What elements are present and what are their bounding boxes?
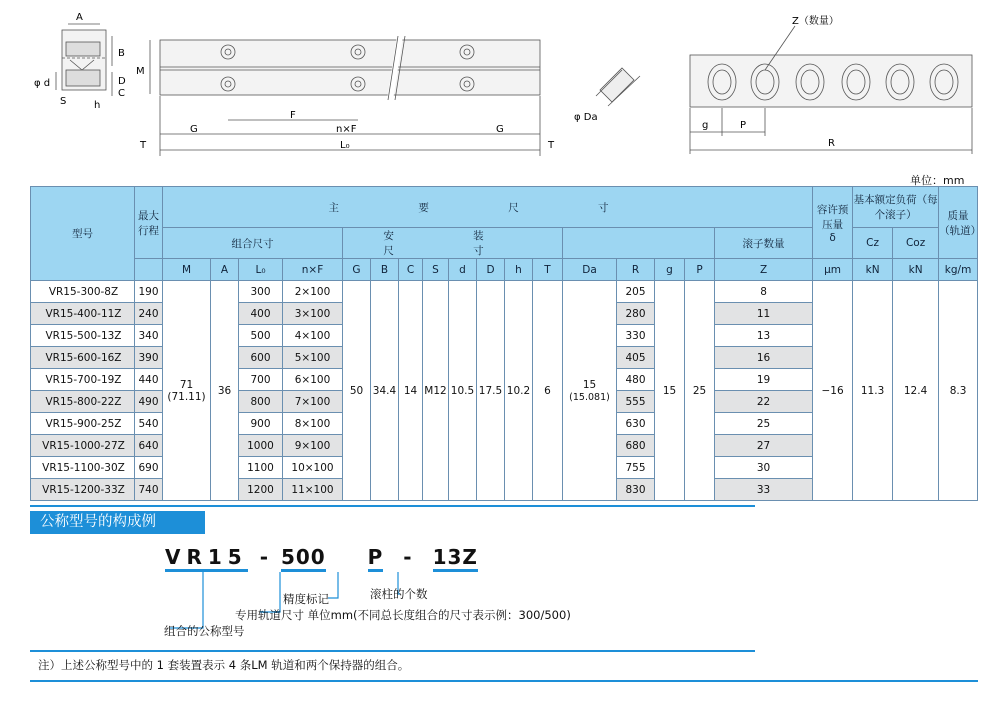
cell-D: 17.5	[477, 281, 505, 501]
code-series: VR15	[165, 545, 248, 572]
h-install: 安 装 尺 寸	[343, 228, 563, 259]
cell-Da: 15 (15.081)	[563, 281, 617, 501]
unit-label: 单位：mm	[910, 174, 965, 187]
cell-stroke: 390	[135, 347, 163, 369]
h-tol: 容许预压量 δ	[813, 187, 853, 259]
cell-L0: 700	[239, 369, 283, 391]
cell-model: VR15-400-11Z	[31, 303, 135, 325]
label-R: R	[828, 138, 835, 149]
rail-top-view	[160, 36, 540, 156]
h-load: 基本额定负荷（每个滚子）	[853, 187, 939, 228]
note-top-line	[30, 650, 755, 652]
h-mass: 质量（轨道）	[939, 187, 978, 259]
label-T-right: T	[548, 140, 555, 151]
cell-B: 34.4	[371, 281, 399, 501]
note-bottom-line	[30, 680, 978, 682]
cell-nF: 7×100	[283, 391, 343, 413]
cell-nF: 10×100	[283, 457, 343, 479]
cell-R: 630	[617, 413, 655, 435]
cell-stroke: 340	[135, 325, 163, 347]
cell-R: 205	[617, 281, 655, 303]
label-F: F	[290, 110, 296, 121]
code-length: 500	[281, 545, 326, 572]
label-Da: φ Da	[574, 112, 598, 123]
cell-model: VR15-600-16Z	[31, 347, 135, 369]
h-roller: 滚子数量	[715, 228, 813, 259]
cell-Cz: 11.3	[853, 281, 893, 501]
code-rollers: 13Z	[433, 545, 478, 572]
cell-d: 10.5	[449, 281, 477, 501]
cell-stroke: 440	[135, 369, 163, 391]
cell-model: VR15-1000-27Z	[31, 435, 135, 457]
cell-P: 25	[685, 281, 715, 501]
cell-L0: 300	[239, 281, 283, 303]
exp-rollers: 滚柱的个数	[370, 587, 428, 601]
cell-Z: 13	[715, 325, 813, 347]
label-D: D	[118, 76, 126, 87]
spec-table: 型号 最大行程 主 要 尺 寸 容许预压量 δ 基本额定负荷（每个滚子） 质量（轨道） 组合尺寸 安 装 尺 寸 滚子数量 Cz Coz M A L₀ n×F G B C S d D h T Da R g P Z μm kN kN kg/m VR15-300-8Z 190 71 (71.11) 36 300 2×100 50 34.4 14 M12 10.5 17.5 10.2 6 15 (15.081) 205 15 25 8 −16 11.3 12.4 8.3 VR15-400-11Z 240 400 3×100 280 11 VR15-500-13Z 340 500 4×100 330 13 VR15-600-16Z 390 600 5×100 405 16 VR15-700-19Z 440 700 6×100 480 19 VR15-800-22Z 490 800 7×100 555 22 VR15-900-25Z 540 900 8×100 630 25 VR15-1000-27Z 640 1000 9×100 680 27 VR15-1100-30Z 690 1100 10×100 755 30 VR15-1200-33Z 740 1200 11×100 830 33	[30, 186, 978, 501]
cell-model: VR15-1100-30Z	[31, 457, 135, 479]
cell-L0: 1000	[239, 435, 283, 457]
cell-model: VR15-700-19Z	[31, 369, 135, 391]
cell-delta: −16	[813, 281, 853, 501]
cell-stroke: 190	[135, 281, 163, 303]
table-row	[31, 281, 978, 303]
label-C: C	[118, 88, 125, 99]
label-Z: Z（数量）	[792, 16, 839, 27]
cell-Z: 19	[715, 369, 813, 391]
h-main: 主 要 尺 寸	[163, 187, 813, 228]
cell-L0: 900	[239, 413, 283, 435]
cell-mass: 8.3	[939, 281, 978, 501]
label-phi-d: φ d	[34, 78, 51, 89]
label-M: M	[136, 66, 145, 77]
label-h: h	[94, 100, 101, 111]
exp-rail: 专用轨道尺寸 单位mm(不同总长度组合的尺寸表示例：300/500)	[235, 608, 571, 622]
code-precision: P	[368, 545, 384, 572]
cell-L0: 1200	[239, 479, 283, 501]
cell-Z: 30	[715, 457, 813, 479]
cell-R: 480	[617, 369, 655, 391]
example-title: 公称型号的构成例	[30, 511, 205, 534]
cell-L0: 400	[239, 303, 283, 325]
cell-Z: 27	[715, 435, 813, 457]
h-stroke: 最大行程	[135, 187, 163, 259]
cell-stroke: 540	[135, 413, 163, 435]
cell-L0: 500	[239, 325, 283, 347]
cell-Z: 33	[715, 479, 813, 501]
cell-stroke: 740	[135, 479, 163, 501]
cell-nF: 5×100	[283, 347, 343, 369]
cell-model: VR15-1200-33Z	[31, 479, 135, 501]
label-G-left: G	[190, 124, 198, 135]
cell-nF: 4×100	[283, 325, 343, 347]
cage-drawing	[690, 26, 972, 154]
cell-stroke: 640	[135, 435, 163, 457]
cell-L0: 600	[239, 347, 283, 369]
cell-model: VR15-800-22Z	[31, 391, 135, 413]
model-code: VR15 - 500 P - 13Z	[165, 545, 478, 572]
roller-detail	[596, 68, 640, 106]
cross-section-drawing	[56, 24, 150, 96]
cell-nF: 11×100	[283, 479, 343, 501]
cell-stroke: 690	[135, 457, 163, 479]
label-L0: L₀	[340, 140, 350, 151]
cell-h: 10.2	[505, 281, 533, 501]
cell-stroke: 240	[135, 303, 163, 325]
exp-precision: 精度标记	[283, 592, 329, 606]
cell-model: VR15-300-8Z	[31, 281, 135, 303]
cell-nF: 2×100	[283, 281, 343, 303]
cell-model: VR15-900-25Z	[31, 413, 135, 435]
cell-T: 6	[533, 281, 563, 501]
cell-model: VR15-500-13Z	[31, 325, 135, 347]
technical-drawings	[0, 0, 1000, 175]
label-G-right: G	[496, 124, 504, 135]
h-model: 型号	[31, 187, 135, 281]
cell-nF: 6×100	[283, 369, 343, 391]
section-divider	[30, 505, 755, 507]
exp-model: 组合的公称型号	[164, 624, 245, 638]
cell-R: 405	[617, 347, 655, 369]
cell-R: 680	[617, 435, 655, 457]
cell-S: M12	[423, 281, 449, 501]
label-B: B	[118, 48, 125, 59]
footnote: 注）上述公称型号中的 1 套装置表示 4 条LM 轨道和两个保持器的组合。	[38, 658, 410, 672]
label-nF: n×F	[336, 124, 357, 135]
label-A: A	[76, 12, 83, 23]
cell-Z: 22	[715, 391, 813, 413]
cell-stroke: 490	[135, 391, 163, 413]
cell-L0: 800	[239, 391, 283, 413]
cell-Z: 11	[715, 303, 813, 325]
cell-Z: 25	[715, 413, 813, 435]
cell-C: 14	[399, 281, 423, 501]
cell-R: 755	[617, 457, 655, 479]
cell-nF: 3×100	[283, 303, 343, 325]
cell-R: 330	[617, 325, 655, 347]
cell-R: 280	[617, 303, 655, 325]
cell-nF: 9×100	[283, 435, 343, 457]
cell-Coz: 12.4	[893, 281, 939, 501]
cell-Z: 16	[715, 347, 813, 369]
cell-R: 830	[617, 479, 655, 501]
label-T-left: T	[140, 140, 147, 151]
cell-Z: 8	[715, 281, 813, 303]
label-S: S	[60, 96, 67, 107]
cell-nF: 8×100	[283, 413, 343, 435]
label-g: g	[702, 120, 709, 131]
cell-R: 555	[617, 391, 655, 413]
cell-L0: 1100	[239, 457, 283, 479]
label-P: P	[740, 120, 747, 131]
cell-M: 71 (71.11)	[163, 281, 211, 501]
cell-g: 15	[655, 281, 685, 501]
cell-G: 50	[343, 281, 371, 501]
h-combo: 组合尺寸	[163, 228, 343, 259]
cell-A: 36	[211, 281, 239, 501]
